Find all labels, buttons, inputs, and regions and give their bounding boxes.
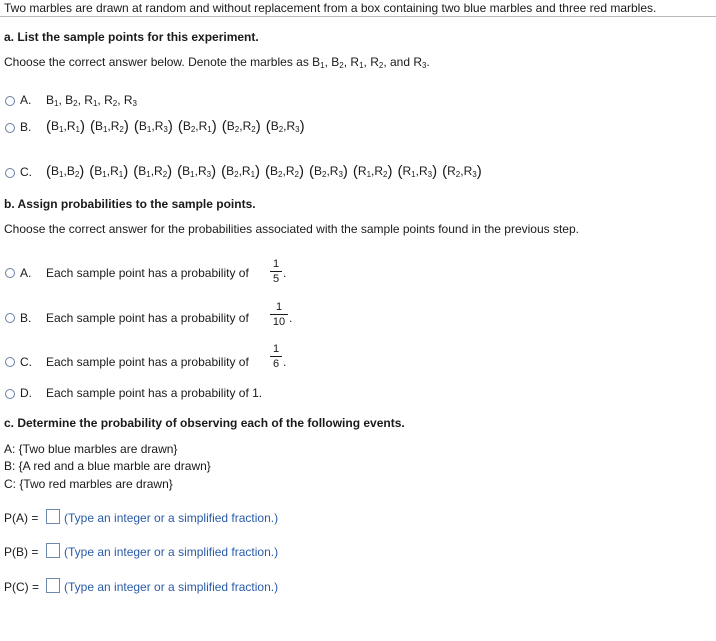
- part-a-option-b-pairs: [46, 118, 310, 135]
- answer-b-label: P(B) =: [4, 545, 39, 559]
- fraction-numerator: 1: [272, 258, 280, 270]
- part-a-instruction: Choose the correct answer below. Denote the marbles as $B_1$, $B_2$, $R_1$, $R_2$, and $R_3$.: [4, 55, 430, 70]
- sample-pair: $(B_2,R_2)$: [221, 118, 261, 135]
- event-c: C: {Two red marbles are drawn}: [4, 477, 173, 491]
- answer-b-hint: (Type an integer or a simplified fraction.): [64, 545, 279, 559]
- sample-pair: $(R_1,R_2)$: [352, 163, 393, 180]
- sample-point: $R_2$: [104, 93, 118, 108]
- part-b-option-b-radio[interactable]: [5, 313, 15, 323]
- fraction-denominator: 6: [272, 358, 280, 370]
- sample-pair: $(B_2,R_1)$: [177, 118, 217, 135]
- fraction-numerator: 1: [275, 301, 283, 313]
- part-a-option-b-letter: B.: [20, 120, 32, 134]
- sample-pair: $(B_1,R_2)$: [89, 118, 129, 135]
- sample-point: $B_1$: [46, 93, 59, 108]
- sample-pair: $(B_2,R_3)$: [308, 163, 348, 180]
- part-b-option-c-radio[interactable]: [5, 357, 15, 367]
- part-b-option-a-text: Each sample point has a probability of: [46, 266, 249, 280]
- part-b-option-d-letter: D.: [20, 386, 32, 400]
- answer-a-hint: (Type an integer or a simplified fraction.): [64, 511, 279, 525]
- sample-pair: $(R_2,R_3)$: [442, 163, 482, 180]
- sample-pair: $(B_2,R_2)$: [265, 163, 304, 180]
- answer-a-input[interactable]: [46, 509, 60, 524]
- sample-point: $B_2$: [65, 93, 78, 108]
- part-b-option-a-radio[interactable]: [5, 268, 15, 278]
- sample-pair: $(B_1,R_3)$: [133, 118, 173, 135]
- fraction-denominator: 5: [272, 273, 280, 285]
- question-prompt: Two marbles are drawn at random and without replacement from a box containing two blue marbles and three red marbles.: [4, 1, 657, 15]
- part-b-option-d-text: Each sample point has a probability of 1.: [46, 386, 263, 400]
- part-a-option-a-radio[interactable]: [5, 96, 15, 106]
- fraction-numerator: 1: [272, 343, 280, 355]
- part-b-option-c-fraction: [270, 343, 282, 370]
- sample-pair: $(B_1,R_2)$: [133, 163, 173, 180]
- part-a-label: a. List the sample points for this experiment.: [4, 30, 259, 44]
- part-a-option-c-letter: C.: [20, 165, 32, 179]
- part-b-option-d-radio[interactable]: [5, 389, 15, 399]
- part-a-option-c-pairs: [46, 163, 487, 180]
- part-b-option-c-letter: C.: [20, 355, 32, 369]
- part-b-option-b-text: Each sample point has a probability of: [46, 311, 249, 325]
- sample-pair: $(B_2,R_3)$: [265, 118, 305, 135]
- answer-c-input[interactable]: [46, 578, 60, 593]
- answer-a-label: P(A) =: [4, 511, 39, 525]
- sample-pair: $(B_1,R_1)$: [46, 118, 85, 135]
- part-a-option-c-radio[interactable]: [5, 168, 15, 178]
- part-b-label: b. Assign probabilities to the sample points.: [4, 197, 256, 211]
- part-a-option-a-letter: A.: [20, 93, 32, 107]
- sample-pair: $(B_1,B_2)$: [46, 163, 85, 180]
- part-a-option-a-list: $B_1$, $B_2$, $R_1$, $R_2$, $R_3$: [46, 93, 137, 108]
- sample-pair: $(B_1,R_3)$: [177, 163, 217, 180]
- part-b-option-a-letter: A.: [20, 266, 32, 280]
- part-a-instruction-text: Choose the correct answer below. Denote the marbles as B: [4, 55, 321, 69]
- part-b-option-b-letter: B.: [20, 311, 32, 325]
- part-b-instruction: Choose the correct answer for the probabilities associated with the sample points found in the previous step.: [4, 222, 579, 236]
- answer-c-label: P(C) =: [4, 580, 40, 594]
- part-b-option-a-fraction: [270, 258, 282, 285]
- fraction-denominator: 10: [272, 316, 286, 328]
- part-b-option-b-fraction: [270, 301, 288, 328]
- sample-pair: $(R_1,R_3)$: [397, 163, 438, 180]
- event-b: B: {A red and a blue marble are drawn}: [4, 459, 211, 473]
- event-a: A: {Two blue marbles are drawn}: [4, 442, 178, 456]
- answer-c-hint: (Type an integer or a simplified fraction.): [64, 580, 279, 594]
- sample-pair: $(B_1,R_1)$: [89, 163, 129, 180]
- sample-point: $R_1$: [84, 93, 98, 108]
- sample-point: $R_3$: [123, 93, 137, 108]
- question-header: [0, 0, 716, 17]
- part-b-option-c-text: Each sample point has a probability of: [46, 355, 249, 369]
- part-a-option-b-radio[interactable]: [5, 123, 15, 133]
- sample-pair: $(B_2,R_1)$: [221, 163, 261, 180]
- answer-b-input[interactable]: [46, 543, 60, 558]
- part-c-label: c. Determine the probability of observing each of the following events.: [4, 416, 405, 430]
